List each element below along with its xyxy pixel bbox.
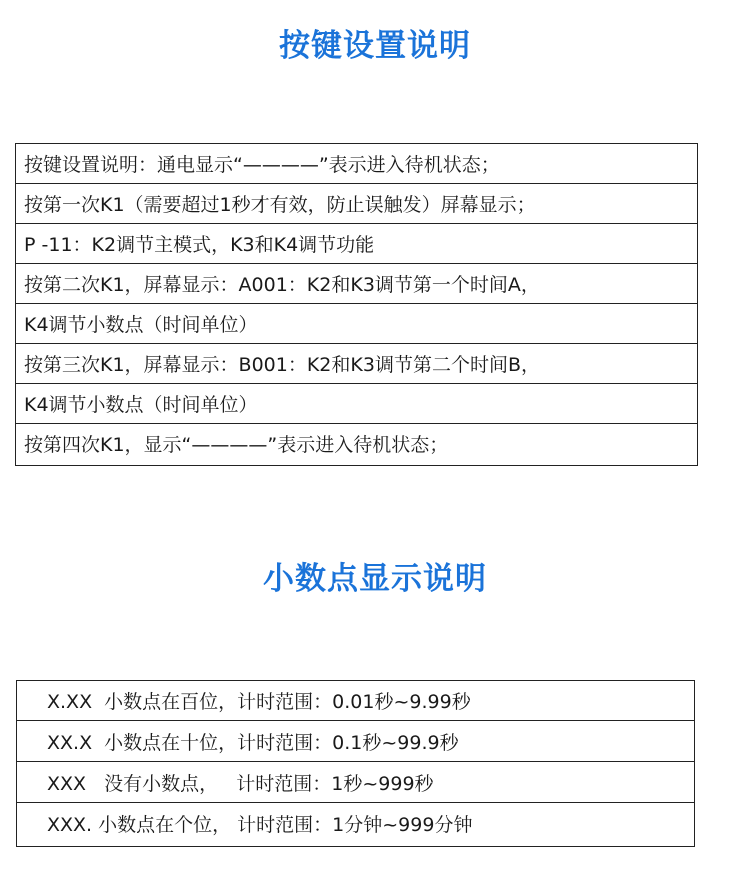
table-row: P -11：K2调节主模式，K3和K4调节功能 [16, 223, 697, 263]
table-row: 按第二次K1，屏幕显示：A001：K2和K3调节第一个时间A， [16, 263, 697, 303]
table-row: K4调节小数点（时间单位） [16, 303, 697, 343]
decimal-display-table [16, 680, 695, 847]
section-title-decimal-display: 小数点显示说明 [263, 561, 487, 597]
table-row: 按第一次K1（需要超过1秒才有效，防止误触发）屏幕显示； [16, 183, 697, 223]
section-title-key-settings: 按键设置说明 [279, 28, 471, 64]
table-row: XXX. 小数点在个位， 计时范围：1分钟~999分钟 [17, 802, 694, 843]
table-row: 按键设置说明：通电显示“————”表示进入待机状态； [24, 154, 500, 176]
table-row: XXX 没有小数点， 计时范围：1秒~999秒 [17, 761, 694, 802]
table-row: X.XX 小数点在百位，计时范围：0.01秒~9.99秒 [47, 691, 471, 713]
table-row: 按第三次K1，屏幕显示：B001：K2和K3调节第二个时间B， [16, 343, 697, 383]
table-row: 按第四次K1，显示“————”表示进入待机状态； [16, 423, 697, 463]
table-row: XX.X 小数点在十位，计时范围：0.1秒~99.9秒 [17, 720, 694, 761]
key-settings-table [15, 143, 698, 466]
table-row: K4调节小数点（时间单位） [16, 383, 697, 423]
